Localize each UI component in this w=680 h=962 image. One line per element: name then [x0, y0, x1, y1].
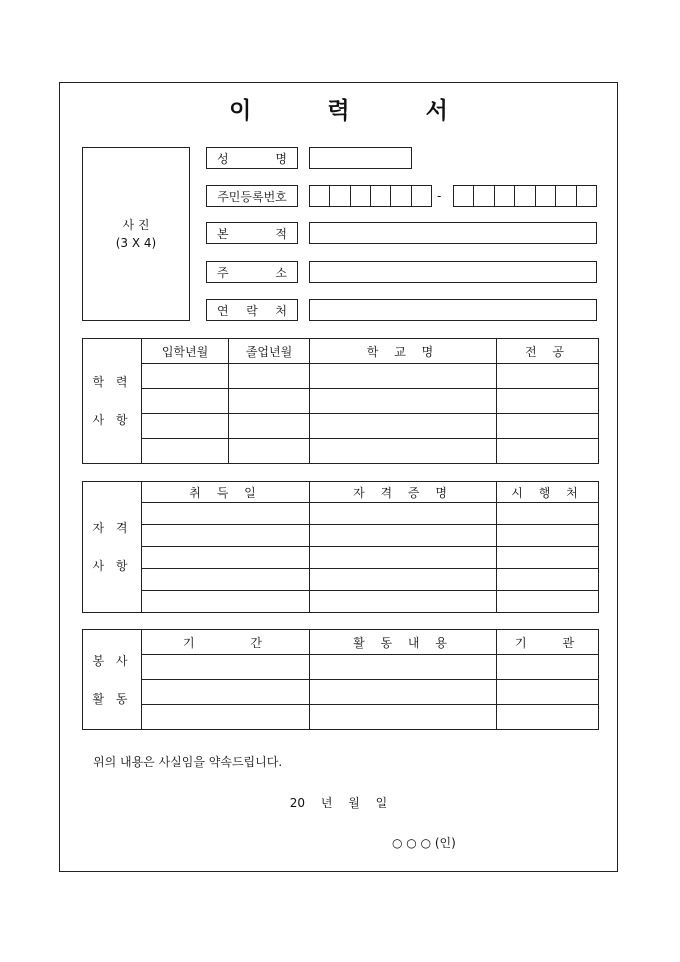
table-cell[interactable] — [229, 414, 310, 439]
col-header: 시 행 처 — [497, 482, 599, 503]
rrn-digit-box — [310, 186, 329, 206]
page-title: 이 력 서 — [229, 98, 482, 124]
contact-field[interactable] — [309, 299, 597, 321]
table-cell[interactable] — [310, 547, 497, 569]
name-label-part: 명 — [275, 151, 287, 166]
volunteer-table — [82, 629, 599, 730]
table-row — [83, 503, 599, 525]
address-label-part: 주 — [217, 265, 229, 280]
col-header: 입학년월 — [142, 339, 229, 364]
table-cell[interactable] — [142, 389, 229, 414]
address-field[interactable] — [309, 261, 597, 283]
volunteer-side-label — [83, 630, 142, 730]
photo-box[interactable] — [82, 147, 190, 321]
table-row — [83, 525, 599, 547]
volunteer-side-line2: 활 동 — [92, 691, 132, 706]
photo-size: (3 X 4) — [115, 236, 157, 250]
name-label — [206, 147, 298, 169]
table-cell[interactable] — [229, 439, 310, 464]
rrn-label-text: 주민등록번호 — [217, 189, 287, 204]
licenses-side-label — [83, 482, 142, 613]
table-cell[interactable] — [497, 655, 599, 680]
name-label-part: 성 — [217, 151, 229, 166]
licenses-side-line1: 자 격 — [92, 521, 132, 535]
table-row — [83, 364, 599, 389]
licenses-table — [82, 481, 599, 613]
table-cell[interactable] — [310, 389, 497, 414]
table-cell[interactable] — [497, 503, 599, 525]
table-row — [83, 547, 599, 569]
rrn-digit-box — [329, 186, 349, 206]
signature-line: ○ ○ ○ (인) — [392, 836, 456, 850]
table-cell[interactable] — [497, 439, 599, 464]
origin-field[interactable] — [309, 222, 597, 244]
education-side-line1: 학 력 — [92, 375, 132, 389]
pledge-text: 위의 내용은 사실임을 약속드립니다. — [93, 755, 283, 769]
table-cell[interactable] — [142, 680, 310, 705]
table-cell[interactable] — [497, 680, 599, 705]
table-cell[interactable] — [497, 705, 599, 730]
rrn-digit-box — [370, 186, 390, 206]
table-cell[interactable] — [497, 525, 599, 547]
table-cell[interactable] — [310, 705, 497, 730]
table-cell[interactable] — [310, 591, 497, 613]
table-cell[interactable] — [310, 655, 497, 680]
rrn-digit-box — [390, 186, 410, 206]
volunteer-side-line1: 봉 사 — [92, 653, 132, 668]
table-cell[interactable] — [497, 591, 599, 613]
name-field[interactable] — [309, 147, 412, 169]
address-label — [206, 261, 298, 283]
col-header: 활 동 내 용 — [310, 630, 497, 655]
table-row — [83, 439, 599, 464]
table-cell[interactable] — [310, 680, 497, 705]
table-cell[interactable] — [497, 389, 599, 414]
table-cell[interactable] — [310, 364, 497, 389]
table-cell[interactable] — [310, 439, 497, 464]
col-header: 기 관 — [497, 630, 599, 655]
table-row — [83, 414, 599, 439]
table-row — [83, 655, 599, 680]
rrn-digit-box — [411, 186, 431, 206]
origin-label — [206, 222, 298, 244]
rrn-digit-box — [454, 186, 473, 206]
table-cell[interactable] — [142, 364, 229, 389]
rrn-digit-box — [494, 186, 514, 206]
col-header: 전 공 — [497, 339, 599, 364]
table-cell[interactable] — [142, 503, 310, 525]
origin-label-part: 본 — [217, 226, 229, 241]
rrn-back-field[interactable] — [453, 185, 597, 207]
table-cell[interactable] — [142, 705, 310, 730]
education-table — [82, 338, 599, 464]
contact-label-part: 연 — [217, 303, 229, 318]
photo-label: 사 진 — [122, 218, 150, 232]
table-cell[interactable] — [310, 569, 497, 591]
table-cell[interactable] — [229, 389, 310, 414]
table-row — [83, 569, 599, 591]
table-cell[interactable] — [310, 525, 497, 547]
table-cell[interactable] — [142, 439, 229, 464]
table-cell[interactable] — [142, 547, 310, 569]
rrn-digit-box — [576, 186, 596, 206]
table-row — [83, 389, 599, 414]
origin-label-part: 적 — [275, 226, 287, 241]
licenses-side-line2: 사 항 — [92, 559, 132, 573]
table-row — [83, 591, 599, 613]
rrn-digit-box — [555, 186, 575, 206]
contact-label-part: 락 — [246, 303, 258, 318]
table-cell[interactable] — [142, 414, 229, 439]
col-header: 취 득 일 — [142, 482, 310, 503]
address-label-part: 소 — [275, 265, 287, 280]
col-header: 학 교 명 — [310, 339, 497, 364]
date-line: 20 년 월 일 — [289, 796, 388, 810]
rrn-digit-box — [535, 186, 555, 206]
table-cell[interactable] — [497, 364, 599, 389]
table-cell[interactable] — [142, 569, 310, 591]
education-side-line2: 사 항 — [92, 413, 132, 427]
table-cell[interactable] — [142, 525, 310, 547]
table-row — [83, 680, 599, 705]
table-cell[interactable] — [229, 364, 310, 389]
table-cell[interactable] — [497, 547, 599, 569]
rrn-label — [206, 185, 298, 207]
col-header: 자 격 증 명 — [310, 482, 497, 503]
table-cell[interactable] — [497, 414, 599, 439]
rrn-digit-box — [350, 186, 370, 206]
table-cell[interactable] — [310, 414, 497, 439]
contact-label-part: 처 — [275, 303, 287, 318]
rrn-digit-box — [473, 186, 493, 206]
education-side-label — [83, 339, 142, 464]
col-header: 졸업년월 — [229, 339, 310, 364]
table-cell[interactable] — [497, 569, 599, 591]
table-cell[interactable] — [142, 591, 310, 613]
table-row — [83, 705, 599, 730]
table-cell[interactable] — [310, 503, 497, 525]
col-header: 기 간 — [142, 630, 310, 655]
table-cell[interactable] — [142, 655, 310, 680]
rrn-separator: - — [437, 189, 442, 203]
contact-label — [206, 299, 298, 321]
rrn-front-field[interactable] — [309, 185, 432, 207]
rrn-digit-box — [514, 186, 534, 206]
